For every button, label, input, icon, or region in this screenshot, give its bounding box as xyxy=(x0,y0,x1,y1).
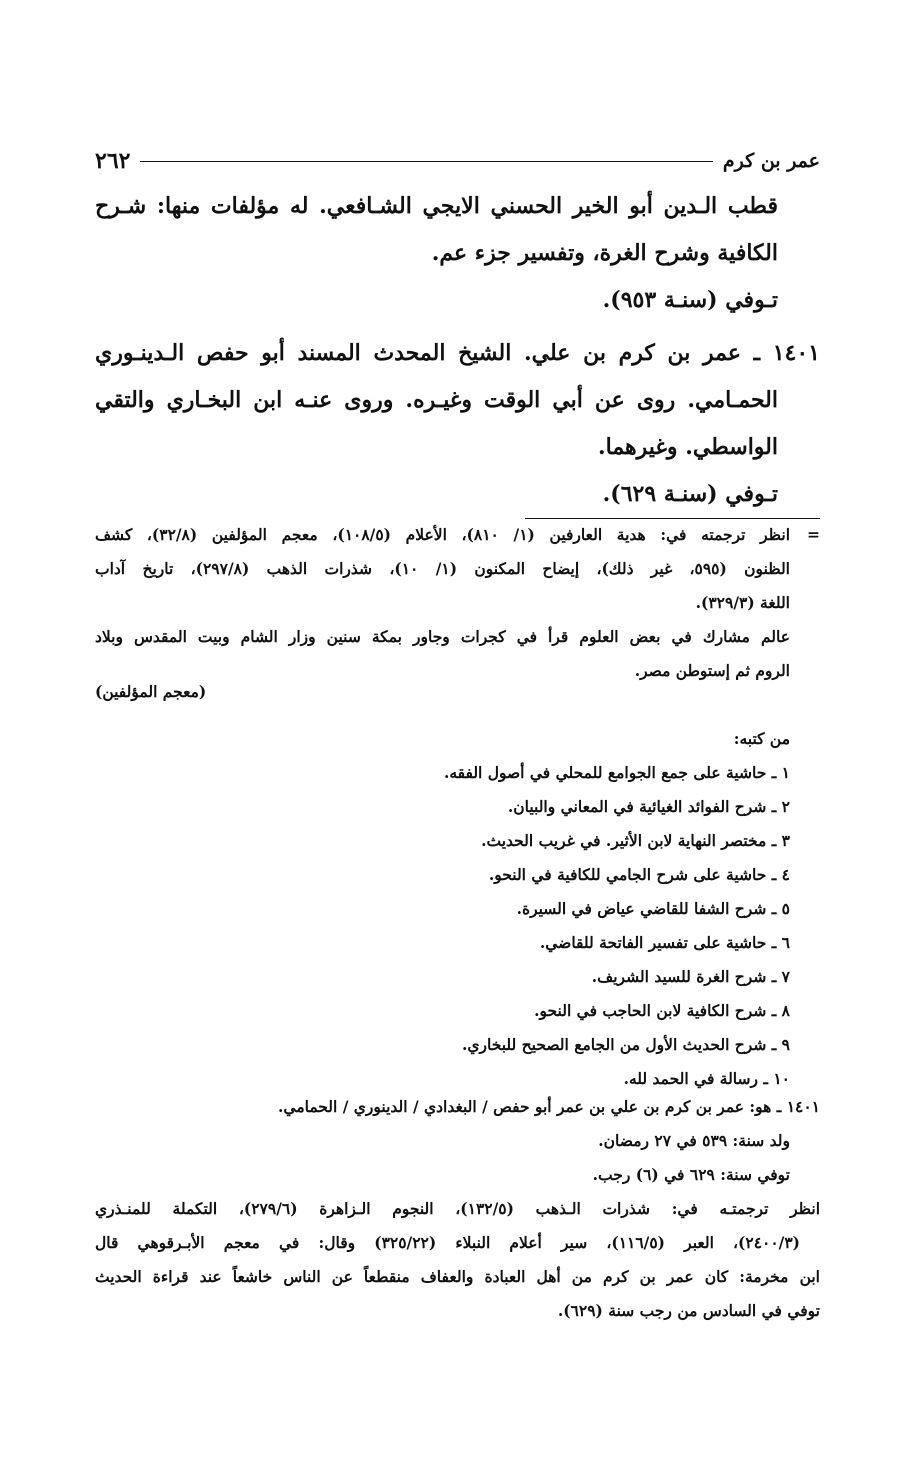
footnote-line: اللغة (٣٢٩/٣). xyxy=(695,593,790,612)
running-title: عمر بن كرم xyxy=(722,150,820,172)
footnote-line: الروم ثم إستوطن مصر. xyxy=(634,661,790,680)
page-number: ٢٦٢ xyxy=(95,148,131,174)
book-item: ٢ ـ شرح الفوائد الغيائية في المعاني والبيان. xyxy=(507,797,790,816)
footnote-line: توفي سنة: ٦٢٩ في (٦) رجب. xyxy=(592,1165,790,1184)
footnote-continued xyxy=(95,518,820,688)
continuation-marker: = xyxy=(807,525,820,544)
footnote-text: انظر ترجمته في: هدية العارفين (١/ ٨١٠)، الأعلام (١٠٨/٥)، معجم المؤلفين (٣٢/٨)، كشف xyxy=(95,525,791,544)
main-line: تـوفي (سنـة ٩٥٣). xyxy=(602,287,778,313)
book-item: ٨ ـ شرح الكافية لابن الحاجب في النحو. xyxy=(534,1001,790,1020)
source-citation: (معجم المؤلفين) xyxy=(95,682,207,701)
book-item: ٩ ـ شرح الحديث الأول من الجامع الصحيح للبخاري. xyxy=(461,1035,790,1054)
book-item: ١ ـ حاشية على جمع الجوامع للمحلي في أصول الفقه. xyxy=(443,763,790,782)
header-rule xyxy=(140,161,712,162)
book-item: ٤ ـ حاشية على شرح الجامي للكافية في النحو. xyxy=(488,865,790,884)
running-header xyxy=(95,146,820,176)
main-line: قطب الـدين أبو الخير الحسني الايجي الشـافعي. له مؤلفات منها: شـرح xyxy=(95,193,778,219)
entry-heading-text: عمر بن كرم بن علي. الشيخ المحدث المسند أبو حفص الـدينـوري xyxy=(95,340,741,366)
entry-1401 xyxy=(95,330,820,518)
book-item: ٧ ـ شرح الغرة للسيد الشريف. xyxy=(591,967,790,986)
book-item: ٥ ـ شرح الشفا للقاضي عياض في السيرة. xyxy=(516,899,790,918)
footnote-line: ولد سنة: ٥٣٩ في ٢٧ رمضان. xyxy=(598,1131,790,1150)
footnote-line: (٢٤٠٠/٣)، العبر (١١٦/٥)، سير أعلام النبلاء (٣٢٥/٢٢) وقال: في معجم الأبـرقوهي قال xyxy=(95,1233,801,1252)
book-item: ٣ ـ مختصر النهاية لابن الأثير. في غريب الحديث. xyxy=(481,831,790,850)
books-list xyxy=(95,722,820,1096)
footnote-1401 xyxy=(95,1090,820,1328)
main-text-continuation xyxy=(95,183,820,324)
footnote-heading-line xyxy=(95,1090,820,1124)
entry-number: ١٤٠١ ـ xyxy=(753,340,820,366)
books-intro: من كتبه: xyxy=(733,729,790,748)
footnote-line xyxy=(95,518,820,552)
footnote-line: انظر ترجمتـه في: شذرات الـذهب (١٣٢/٥)، النجوم الـزاهرة (٢٧٩/٦)، التكملة للمنـذري xyxy=(95,1199,820,1218)
footnote-text: هو: عمر بن كرم بن علي بن عمر أبو حفص / البغدادي / الدينوري / الحمامي. xyxy=(278,1097,772,1116)
book-item: ١٠ ـ رسالة في الحمد لله. xyxy=(623,1069,790,1088)
footnote-number: ١٤٠١ ـ xyxy=(776,1097,820,1116)
footnote-line: الظنون (٥٩٥، غير ذلك)، إيضاح المكنون (١/ ١٠)، شذرات الذهب (٢٩٧/٨)، تاريخ آداب xyxy=(95,559,790,578)
entry-heading-line xyxy=(95,330,820,377)
main-line: الكافية وشرح الغرة، وتفسير جزء عم. xyxy=(431,240,778,266)
footnote-line: ابن مخرمة: كان عمر بن كرم من أهل العبادة والعفاف منقطعاً عن الناس خاشعاً عند قراءة الحديث xyxy=(95,1267,820,1286)
footnote-line: توفي في السادس من رجب سنة (٦٢٩). xyxy=(557,1301,820,1320)
main-line: الحمـامي. روى عن أبي الوقت وغيـره. وروى عنـه ابن البخـاري والتقي xyxy=(95,387,778,413)
book-item: ٦ ـ حاشية على تفسير الفاتحة للقاضي. xyxy=(539,933,790,952)
footnote-line: عالم مشارك في بعض العلوم قرأ في كجرات وجاور بمكة سنين وزار الشام وبيت المقدس وبلاد xyxy=(95,627,790,646)
main-line: تـوفي (سنـة ٦٢٩). xyxy=(602,481,778,507)
main-line: الواسطي. وغيرهما. xyxy=(597,434,778,460)
